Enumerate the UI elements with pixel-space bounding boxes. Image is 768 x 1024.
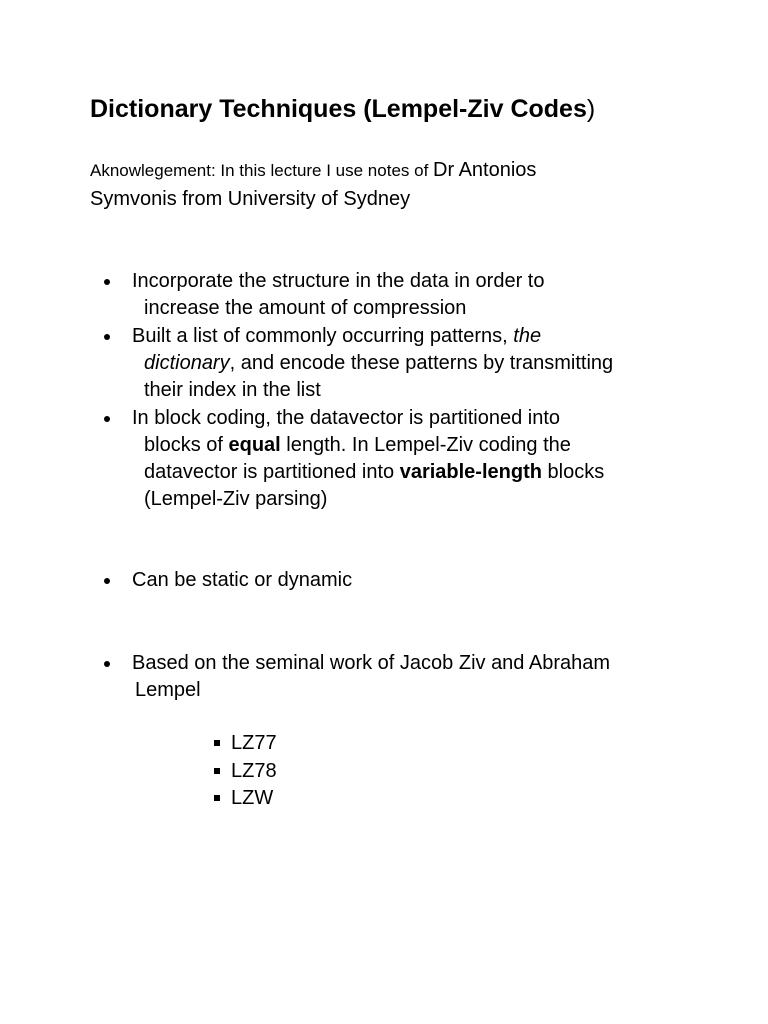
bullet-3-line2-bold: equal: [228, 434, 281, 456]
bullet-2-line2-text: , and encode these patterns by transmitting: [229, 352, 614, 374]
bullet-dot-icon: [104, 416, 110, 422]
title-close-paren: ): [586, 95, 596, 123]
bullet-4-line1: Can be static or dynamic: [132, 569, 353, 591]
square-bullet-icon: [214, 795, 220, 801]
bullet-3-line2: [132, 432, 679, 459]
bullet-2-line2: [132, 350, 679, 377]
bullet-2-line1-text: Built a list of commonly occurring patterns,: [132, 325, 514, 347]
bullet-2-line1: [132, 323, 679, 350]
bullet-item-3: [104, 405, 679, 513]
bullet-3-line1: In block coding, the datavector is partitioned into: [132, 407, 561, 429]
bullet-item-5: [104, 650, 679, 704]
bullet-2-line3: their index in the list: [144, 379, 321, 401]
sub-item-lzw: [214, 784, 273, 812]
bullet-2-line2-emphasis: dictionary: [144, 352, 230, 374]
sub-item-lz78: [214, 757, 277, 785]
sub-item-label: LZ77: [231, 732, 277, 754]
bullet-3-line3-text-b: blocks: [541, 461, 605, 483]
bullet-3-line3-bold: variable-length: [399, 461, 542, 483]
title-text: Dictionary Techniques (Lempel-Ziv Codes: [90, 95, 587, 123]
acknowledgement-prefix: Aknowlegement: In this lecture I use notes of: [90, 161, 434, 180]
bullet-3-line3-text-a: datavector is partitioned into: [144, 461, 400, 483]
bullet-3-line3: [132, 459, 679, 486]
bullet-3-line2-text-b: length. In Lempel-Ziv coding the: [280, 434, 571, 456]
acknowledgement: [90, 156, 710, 213]
bullet-dot-icon: [104, 661, 110, 667]
bullet-dot-icon: [104, 334, 110, 340]
square-bullet-icon: [214, 768, 220, 774]
bullet-item-4: [104, 567, 679, 594]
bullet-1-line2: increase the amount of compression: [144, 297, 467, 319]
sub-item-lz77: [214, 729, 277, 757]
bullet-dot-icon: [104, 279, 110, 285]
bullet-3-line2-text-a: blocks of: [144, 434, 229, 456]
bullet-item-1: [104, 268, 679, 322]
bullet-item-2: [104, 323, 679, 404]
page-title: [90, 94, 595, 124]
bullet-5-line1: Based on the seminal work of Jacob Ziv and Abraham: [132, 652, 611, 674]
acknowledgement-name: Dr Antonios: [433, 159, 537, 181]
sub-item-label: LZW: [231, 787, 274, 809]
acknowledgement-line2: Symvonis from University of Sydney: [90, 188, 411, 210]
bullet-dot-icon: [104, 578, 110, 584]
sub-item-label: LZ78: [231, 760, 277, 782]
bullet-2-line1-emphasis: the: [513, 325, 542, 347]
bullet-1-line1: Incorporate the structure in the data in order to: [132, 270, 545, 292]
bullet-5-line2: Lempel: [135, 679, 201, 701]
bullet-3-line4: (Lempel-Ziv parsing): [144, 488, 328, 510]
square-bullet-icon: [214, 740, 220, 746]
